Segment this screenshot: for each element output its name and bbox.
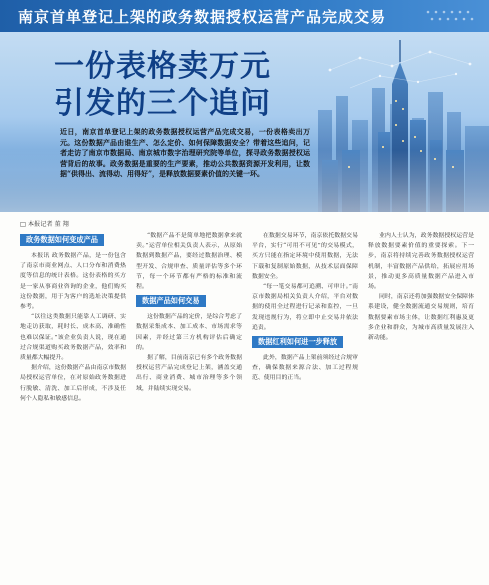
paragraph: “以往这类数据只能靠人工调研、实地走访获取，耗时长、成本高、准确性也难以保证。”该企业负责人说，现在通过合规渠道购买政务数据产品，效率和质量都大幅提升。 (20, 314, 126, 362)
paragraph: 此外，数据产品上架前须经过合规审查，确保数据来源合法、加工过程规范、使用目的正当。 (252, 355, 358, 382)
paragraph: “每一笔交易都可追溯、可审计。”南京市数据局相关负责人介绍，平台对数据的使用全过程进行记录和监控，一旦发现违规行为，将立即中止交易并依法追责。 (252, 284, 358, 331)
headline-line-1: 一份表格卖万元 (54, 49, 271, 84)
byline: □ 本报记者 董 翔 (20, 221, 69, 228)
banner-title: 南京首单登记上架的政务数据授权运营产品完成交易 (18, 8, 387, 26)
article-column-1 (20, 231, 126, 404)
article-column-4 (368, 231, 474, 343)
article-column-3 (252, 231, 358, 384)
paragraph: 这份数据产品的定价，是综合考虑了数据采集成本、加工成本、市场需求等因素，并经过第三方机构评估后确定的。 (136, 314, 242, 351)
paragraph: 据了解，目前南京已有多个政务数据授权运营产品完成登记上架，涵盖交通出行、商业消费、城市治理等多个领域，并陆续实现交易。 (136, 355, 242, 392)
paragraph: 在数据交易环节，南京依托数据交易平台，实行“可用不可见”的交易模式，买方只能在指定环境中使用数据，无法下载和复制原始数据，从技术层面保障数据安全。 (252, 233, 358, 280)
section-heading-1: 政务数据如何变成产品 (20, 234, 104, 246)
paragraph: 本报讯 政务数据产品，是一份包含了南京市商业网点、人口分布和消费热度等信息的统计表格。这份表格的买方是一家从事商业咨询的企业，他们购买这份数据，用于为客户的选址决策提供参考。 (20, 253, 126, 311)
lead-paragraph: 近日，南京首单登记上架的政务数据授权运营产品完成交易，一份表格卖出万元。这份数据产品由谁生产、怎么定价、如何保障数据安全？带着这些追问，记者走访了南京市数据局、南京城市数字治理研究院等单位，探寻政务数据授权运营背后的故事。政务数据是重要的生产要素，推动公共数据资源开发利用，让数据“供得出、流得动、用得好”，是释放数据要素价值的关键一环。 (60, 127, 310, 179)
section-heading-2: 数据产品如何交易 (136, 295, 206, 307)
section-heading-3: 数据红利如何进一步释放 (252, 336, 343, 348)
decorative-dots-icon (424, 8, 480, 24)
hero-image (0, 0, 489, 212)
banner-strip (0, 0, 489, 32)
paragraph: 业内人士认为，政务数据授权运营是释放数据要素价值的重要探索。下一步，南京将持续完善政务数据授权运营机制，丰富数据产品供给，拓展应用场景，推动更多高质量数据产品进入市场。 (368, 233, 474, 291)
headline (54, 48, 271, 122)
headline-line-2: 引发的三个追问 (54, 86, 271, 121)
paragraph: 据介绍，这份数据产品由南京市数据局授权运营单位，在对原始政务数据进行脱敏、清洗、加工后形成，不涉及任何个人隐私和敏感信息。 (20, 365, 126, 402)
article-column-2 (136, 231, 242, 394)
paragraph: 同时，南京还将加强数据安全保障体系建设，健全数据流通交易规则，培育数据要素市场主体，让数据红利惠及更多企业和群众，为城市高质量发展注入新动能。 (368, 294, 474, 342)
paragraph: “数据产品不是简单地把数据拿来就卖。”运营单位相关负责人表示，从原始数据到数据产品，要经过数据治理、模型开发、合规审查、质量评估等多个环节，每一个环节都有严格的标准和流程。 (136, 233, 242, 291)
